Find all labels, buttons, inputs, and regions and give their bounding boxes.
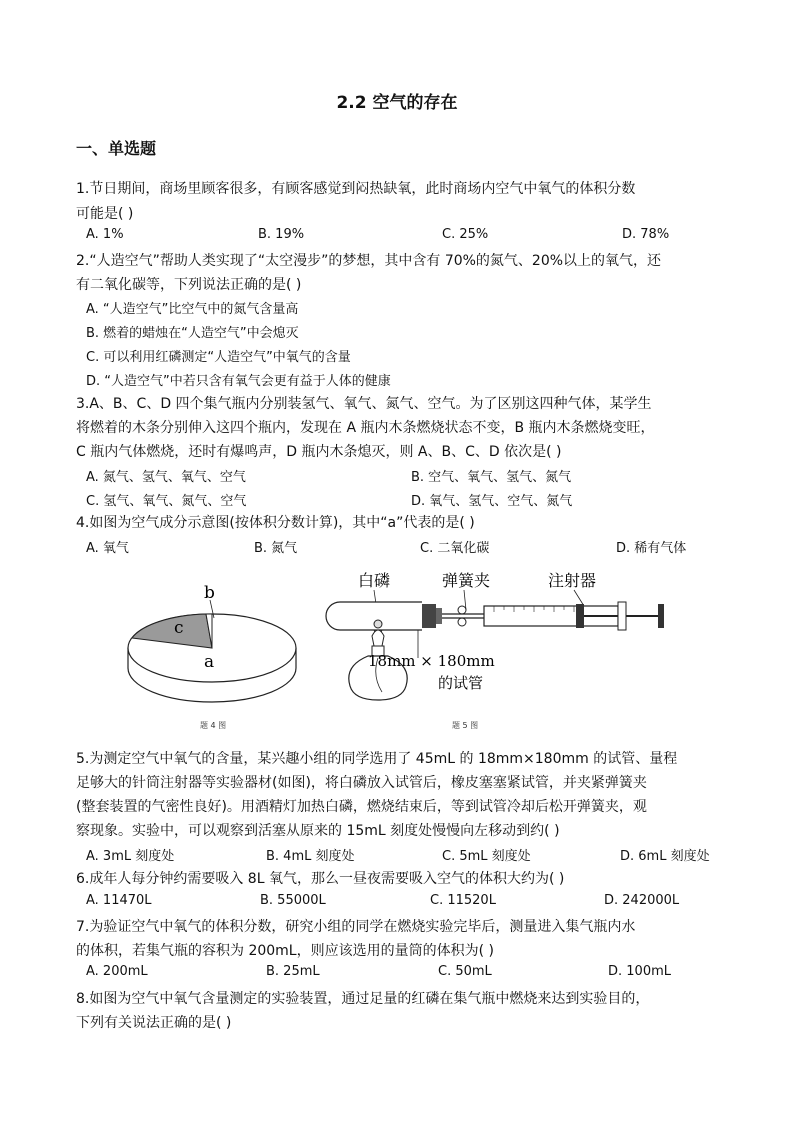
q4-option-b[interactable]: B. 氮气 — [254, 541, 298, 556]
q3-stem-line1: 3.A、B、C、D 四个集气瓶内分别装氢气、氧气、氮气、空气。为了区别这四种气体，某学生 — [76, 396, 652, 412]
q2-option-c[interactable]: C. 可以利用红磷测定“人造空气”中氧气的含量 — [86, 350, 351, 365]
q7-option-b[interactable]: B. 25mL — [266, 964, 320, 979]
q6-option-c[interactable]: C. 11520L — [430, 893, 496, 908]
q8-stem-line2: 下列有关说法正确的是( ) — [76, 1015, 232, 1031]
label-tube-size: 18mm × 180mm — [368, 652, 495, 670]
q5-stem-line3: (整套装置的气密性良好)。用酒精灯加热白磷，燃烧结束后，等到试管冷却后松开弹簧夹，观 — [76, 799, 647, 815]
q1-stem-line2: 可能是( ) — [76, 206, 134, 222]
phosphorus-experiment-figure — [322, 566, 676, 706]
q8-stem-line1: 8.如图为空气中氧气含量测定的实验装置，通过足量的红磷在集气瓶中燃烧来达到实验目的， — [76, 991, 650, 1007]
q7-stem-line2: 的体积，若集气瓶的容积为 200mL，则应该选用的量筒的体积为( ) — [76, 943, 494, 959]
q5-option-a[interactable]: A. 3mL 刻度处 — [86, 849, 175, 864]
q6-option-b[interactable]: B. 55000L — [260, 893, 326, 908]
q2-option-d[interactable]: D. “人造空气”中若只含有氧气会更有益于人体的健康 — [86, 374, 391, 389]
q5-stem-line2: 足够大的针筒注射器等实验器材(如图)，将白磷放入试管后，橡皮塞塞紧试管，并夹紧弹簧夹 — [76, 775, 647, 791]
q2-option-b[interactable]: B. 燃着的蜡烛在“人造空气”中会熄灭 — [86, 326, 299, 341]
label-syringe: 注射器 — [548, 571, 597, 590]
label-tube-name: 的试管 — [438, 674, 484, 692]
q5-stem-line1: 5.为测定空气中氧气的含量，某兴趣小组的同学选用了 45mL 的 18mm×180mm 的试管、量程 — [76, 751, 678, 767]
q1-option-c[interactable]: C. 25% — [442, 227, 489, 242]
q5-stem-line4: 察现象。实验中，可以观察到活塞从原来的 15mL 刻度处慢慢向左移动到约( ) — [76, 823, 560, 839]
figure-4-caption: 题 4 图 — [200, 721, 227, 730]
q4-stem-line1: 4.如图为空气成分示意图(按体积分数计算)，其中“a”代表的是( ) — [76, 515, 475, 531]
q1-option-a[interactable]: A. 1% — [86, 227, 124, 242]
section-heading: 一、单选题 — [76, 139, 157, 158]
q2-stem-line1: 2.“人造空气”帮助人类实现了“太空漫步”的梦想，其中含有 70%的氮气、20%以上的氧气，还 — [76, 253, 662, 269]
q4-option-c[interactable]: C. 二氧化碳 — [420, 541, 490, 556]
q5-option-b[interactable]: B. 4mL 刻度处 — [266, 849, 355, 864]
q1-option-d[interactable]: D. 78% — [622, 227, 670, 242]
q7-stem-line1: 7.为验证空气中氧气的体积分数，研究小组的同学在燃烧实验完毕后，测量进入集气瓶内水 — [76, 919, 636, 935]
q7-option-c[interactable]: C. 50mL — [438, 964, 492, 979]
label-spring-clamp: 弹簧夹 — [442, 571, 491, 590]
figure-5-caption: 题 5 图 — [452, 721, 479, 730]
pie-label-b: b — [204, 583, 215, 603]
q4-option-a[interactable]: A. 氧气 — [86, 541, 129, 556]
q3-option-c[interactable]: C. 氢气、氧气、氮气、空气 — [86, 494, 247, 509]
q3-option-d[interactable]: D. 氧气、氢气、空气、氮气 — [411, 494, 573, 509]
q3-stem-line2: 将燃着的木条分别伸入这四个瓶内，发现在 A 瓶内木条燃烧状态不变，B 瓶内木条燃烧变旺， — [76, 420, 655, 436]
q3-option-b[interactable]: B. 空气、氧气、氢气、氮气 — [411, 470, 572, 485]
page-title: 2.2 空气的存在 — [336, 93, 458, 113]
q6-option-d[interactable]: D. 242000L — [604, 893, 680, 908]
pie-label-c: c — [174, 618, 184, 638]
q5-option-d[interactable]: D. 6mL 刻度处 — [620, 849, 710, 864]
air-composition-pie-figure — [118, 570, 308, 720]
q5-option-c[interactable]: C. 5mL 刻度处 — [442, 849, 531, 864]
q1-stem-line1: 1.节日期间，商场里顾客很多，有顾客感觉到闷热缺氧，此时商场内空气中氧气的体积分数 — [76, 181, 636, 197]
q6-option-a[interactable]: A. 11470L — [86, 893, 152, 908]
q6-stem-line1: 6.成年人每分钟约需要吸入 8L 氧气，那么一昼夜需要吸入空气的体积大约为( ) — [76, 871, 565, 887]
q1-option-b[interactable]: B. 19% — [258, 227, 305, 242]
q2-stem-line2: 有二氧化碳等，下列说法正确的是( ) — [76, 277, 302, 293]
q3-stem-line3: C 瓶内气体燃烧，还时有爆鸣声，D 瓶内木条熄灭，则 A、B、C、D 依次是( ) — [76, 444, 562, 460]
q7-option-a[interactable]: A. 200mL — [86, 964, 148, 979]
q4-option-d[interactable]: D. 稀有气体 — [616, 541, 687, 556]
q3-option-a[interactable]: A. 氮气、氢气、氧气、空气 — [86, 470, 246, 485]
q7-option-d[interactable]: D. 100mL — [608, 964, 671, 979]
pie-label-a: a — [204, 652, 215, 672]
q2-option-a[interactable]: A. “人造空气”比空气中的氮气含量高 — [86, 302, 299, 317]
label-white-phosphorus: 白磷 — [358, 571, 391, 590]
